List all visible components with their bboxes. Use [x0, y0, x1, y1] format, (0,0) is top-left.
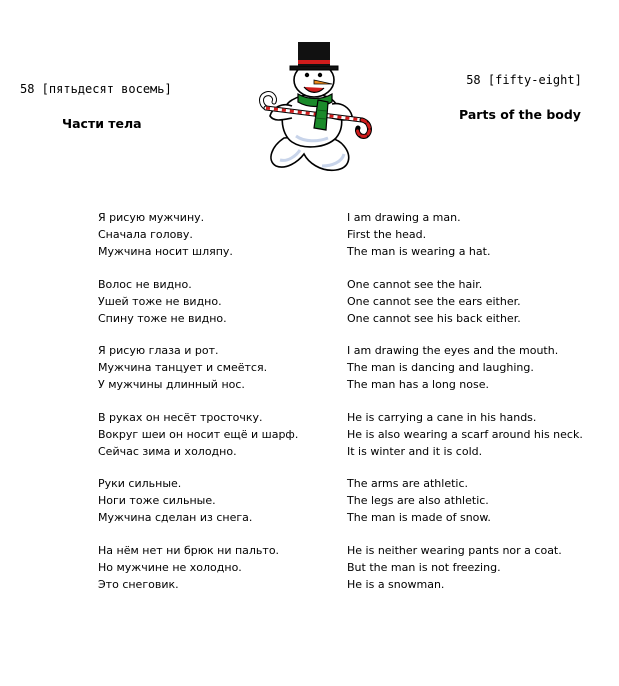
- phrase-row: [98, 559, 598, 576]
- phrase-english: The man is dancing and laughing.: [347, 361, 534, 374]
- phrase-english: I am drawing the eyes and the mouth.: [347, 344, 559, 357]
- phrase-group: [98, 276, 598, 327]
- phrase-row: [98, 276, 598, 293]
- phrase-russian: На нём нет ни брюк ни пальто.: [98, 543, 280, 557]
- phrase-row: [98, 542, 598, 559]
- phrase-english: He is also wearing a scarf around his neck.: [347, 427, 583, 441]
- phrase-english: He is carrying a cane in his hands.: [347, 410, 537, 424]
- lesson-number-russian: 58 [пятьдесят восемь]: [20, 82, 172, 96]
- phrase-row: [98, 209, 598, 226]
- phrase-english: But the man is not freezing.: [347, 560, 501, 574]
- phrase-russian: В руках он несёт тросточку.: [98, 410, 263, 424]
- phrase-russian: Вокруг шеи он носит ещё и шарф.: [98, 427, 299, 441]
- phrase-russian: Я рисую мужчину.: [98, 211, 205, 224]
- phrase-english: The man has a long nose.: [347, 378, 489, 391]
- lesson-title-english: Parts of the body: [459, 107, 581, 122]
- lesson-header-russian: [20, 82, 180, 131]
- phrase-russian: Сначала голову.: [98, 228, 193, 241]
- phrase-row: [98, 310, 598, 327]
- lesson-title-russian: Части тела: [62, 116, 142, 131]
- phrase-russian: Волос не видно.: [98, 277, 192, 291]
- phrase-group: [98, 542, 598, 593]
- phrase-russian: Ноги тоже сильные.: [98, 494, 216, 507]
- phrase-russian: Спину тоже не видно.: [98, 311, 227, 325]
- phrase-row: [98, 576, 598, 593]
- phrase-row: [98, 492, 598, 509]
- phrase-row: [98, 226, 598, 243]
- phrase-english: He is a snowman.: [347, 577, 445, 591]
- phrase-row: [98, 509, 598, 526]
- phrase-row: [98, 426, 598, 443]
- phrase-russian: Мужчина танцует и смеётся.: [98, 361, 268, 374]
- phrase-english: One cannot see his back either.: [347, 311, 521, 325]
- phrase-row: [98, 243, 598, 260]
- phrase-row: [98, 409, 598, 426]
- phrase-english: It is winter and it is cold.: [347, 444, 483, 458]
- phrase-russian: Это снеговик.: [98, 577, 179, 591]
- phrase-group: [98, 475, 598, 526]
- phrase-row: [98, 359, 598, 376]
- phrase-group: [98, 209, 598, 260]
- phrase-english: I am drawing a man.: [347, 211, 461, 224]
- phrase-english: First the head.: [347, 228, 427, 241]
- phrase-russian: Сейчас зима и холодно.: [98, 444, 237, 458]
- phrase-english: The arms are athletic.: [347, 477, 469, 490]
- phrase-row: [98, 443, 598, 460]
- phrase-russian: Ушей тоже не видно.: [98, 294, 222, 308]
- phrase-row: [98, 293, 598, 310]
- phrase-english: The man is wearing a hat.: [347, 245, 491, 258]
- phrase-row: [98, 342, 598, 359]
- phrase-english: The legs are also athletic.: [347, 494, 489, 507]
- phrase-row: [98, 376, 598, 393]
- phrase-group: [98, 409, 598, 460]
- phrase-russian: Мужчина сделан из снега.: [98, 511, 253, 524]
- phrase-list: [98, 209, 598, 608]
- phrase-russian: Но мужчине не холодно.: [98, 560, 242, 574]
- phrase-english: The man is made of snow.: [347, 511, 491, 524]
- phrase-russian: Мужчина носит шляпу.: [98, 245, 233, 258]
- phrase-russian: Я рисую глаза и рот.: [98, 344, 219, 357]
- phrase-english: One cannot see the hair.: [347, 277, 483, 291]
- snowman-icon: [252, 38, 376, 178]
- phrase-russian: Руки сильные.: [98, 477, 182, 490]
- phrase-english: He is neither wearing pants nor a coat.: [347, 543, 562, 557]
- lesson-header-english: [455, 73, 585, 123]
- phrase-row: [98, 475, 598, 492]
- phrase-russian: У мужчины длинный нос.: [98, 378, 245, 391]
- phrase-english: One cannot see the ears either.: [347, 294, 521, 308]
- phrase-group: [98, 342, 598, 393]
- lesson-number-english: 58 [fifty-eight]: [466, 73, 582, 87]
